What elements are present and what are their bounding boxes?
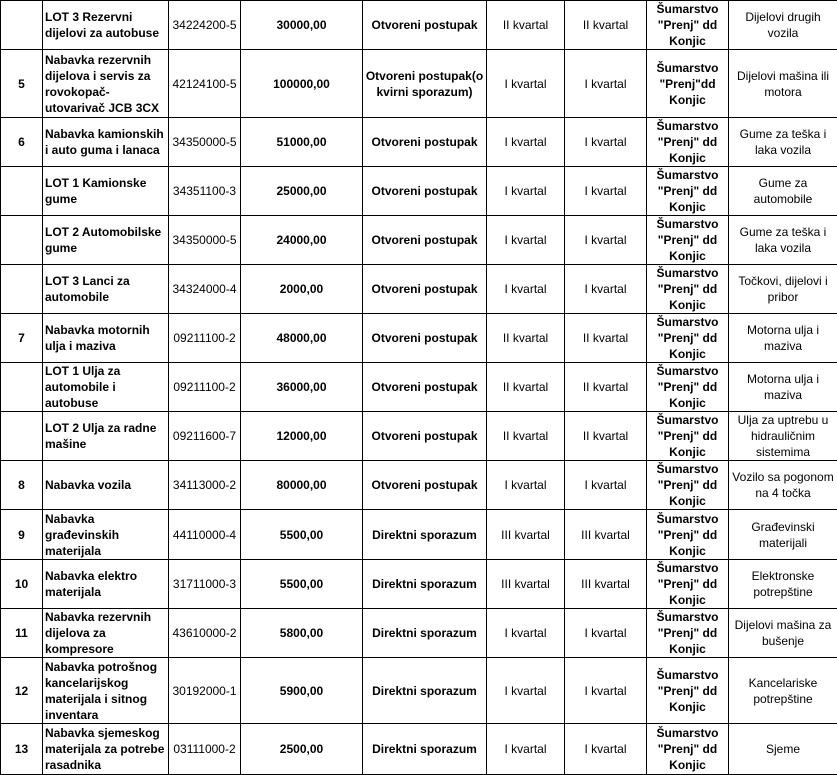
- table-row: [1, 265, 837, 314]
- cpv-code-cell: 09211100-2: [169, 314, 241, 363]
- organization-cell: Šumarstvo "Prenj" dd Konjic: [647, 658, 729, 724]
- organization-cell: Šumarstvo "Prenj" dd Konjic: [647, 510, 729, 560]
- start-quarter-cell: I kvartal: [487, 167, 565, 216]
- procedure-type-cell: Otvoreni postupak: [363, 1, 487, 50]
- start-quarter-cell: III kvartal: [487, 510, 565, 560]
- procedure-type-cell: Otvoreni postupak: [363, 118, 487, 167]
- table-row: [1, 216, 837, 265]
- organization-cell: Šumarstvo "Prenj" dd Konjic: [647, 265, 729, 314]
- row-number-cell: [1, 412, 43, 461]
- cpv-code-cell: 30192000-1: [169, 658, 241, 724]
- estimated-value-cell: 80000,00: [241, 461, 363, 510]
- item-name-cell: LOT 3 Rezervni dijelovi za autobuse: [43, 1, 169, 50]
- cpv-code-cell: 34324000-4: [169, 265, 241, 314]
- start-quarter-cell: I kvartal: [487, 724, 565, 775]
- start-quarter-cell: II kvartal: [487, 412, 565, 461]
- cpv-description-cell: Sjeme: [729, 724, 837, 775]
- table-row: [1, 50, 837, 118]
- cpv-code-cell: 03111000-2: [169, 724, 241, 775]
- table-row: [1, 314, 837, 363]
- estimated-value-cell: 2000,00: [241, 265, 363, 314]
- cpv-description-cell: Kancelariske potrepštine: [729, 658, 837, 724]
- table-row: [1, 412, 837, 461]
- estimated-value-cell: 5500,00: [241, 560, 363, 609]
- cpv-code-cell: 34351100-3: [169, 167, 241, 216]
- end-quarter-cell: I kvartal: [565, 167, 647, 216]
- item-name-cell: Nabavka motornih ulja i maziva: [43, 314, 169, 363]
- procedure-type-cell: Otvoreni postupak: [363, 412, 487, 461]
- cpv-code-cell: 31711000-3: [169, 560, 241, 609]
- item-name-cell: Nabavka rezervnih dijelova i servis za rovokopač-utovarivač JCB 3CX: [43, 50, 169, 118]
- row-number-cell: 8: [1, 461, 43, 510]
- cpv-code-cell: 09211600-7: [169, 412, 241, 461]
- estimated-value-cell: 5900,00: [241, 658, 363, 724]
- start-quarter-cell: I kvartal: [487, 461, 565, 510]
- cpv-description-cell: Gume za teška i laka vozila: [729, 216, 837, 265]
- row-number-cell: [1, 216, 43, 265]
- start-quarter-cell: I kvartal: [487, 658, 565, 724]
- row-number-cell: [1, 167, 43, 216]
- start-quarter-cell: II kvartal: [487, 1, 565, 50]
- estimated-value-cell: 5500,00: [241, 510, 363, 560]
- organization-cell: Šumarstvo "Prenj" dd Konjic: [647, 167, 729, 216]
- cpv-description-cell: Elektronske potrepštine: [729, 560, 837, 609]
- cpv-code-cell: 43610000-2: [169, 609, 241, 658]
- procedure-type-cell: Direktni sporazum: [363, 724, 487, 775]
- end-quarter-cell: I kvartal: [565, 216, 647, 265]
- row-number-cell: 7: [1, 314, 43, 363]
- cpv-code-cell: 34224200-5: [169, 1, 241, 50]
- estimated-value-cell: 100000,00: [241, 50, 363, 118]
- end-quarter-cell: II kvartal: [565, 1, 647, 50]
- end-quarter-cell: I kvartal: [565, 658, 647, 724]
- cpv-description-cell: Građevinski materijali: [729, 510, 837, 560]
- organization-cell: Šumarstvo "Prenj" dd Konjic: [647, 412, 729, 461]
- end-quarter-cell: I kvartal: [565, 461, 647, 510]
- item-name-cell: LOT 3 Lanci za automobile: [43, 265, 169, 314]
- cpv-description-cell: Motorna ulja i maziva: [729, 314, 837, 363]
- table-row: [1, 167, 837, 216]
- procedure-type-cell: Otvoreni postupak: [363, 167, 487, 216]
- cpv-description-cell: Dijelovi mašina za bušenje: [729, 609, 837, 658]
- table-row: [1, 363, 837, 412]
- table-body: [1, 1, 837, 775]
- organization-cell: Šumarstvo "Prenj" dd Konjic: [647, 1, 729, 50]
- cpv-description-cell: Gume za teška i laka vozila: [729, 118, 837, 167]
- procedure-type-cell: Otvoreni postupak(o kvirni sporazum): [363, 50, 487, 118]
- end-quarter-cell: I kvartal: [565, 265, 647, 314]
- item-name-cell: Nabavka potrošnog kancelarijskog materijala i sitnog inventara: [43, 658, 169, 724]
- organization-cell: Šumarstvo "Prenj" dd Konjic: [647, 609, 729, 658]
- start-quarter-cell: I kvartal: [487, 265, 565, 314]
- cpv-code-cell: 34350000-5: [169, 118, 241, 167]
- row-number-cell: [1, 1, 43, 50]
- cpv-description-cell: Dijelovi drugih vozila: [729, 1, 837, 50]
- cpv-description-cell: Motorna ulja i maziva: [729, 363, 837, 412]
- cpv-description-cell: Gume za automobile: [729, 167, 837, 216]
- row-number-cell: 5: [1, 50, 43, 118]
- start-quarter-cell: II kvartal: [487, 363, 565, 412]
- table-row: [1, 724, 837, 775]
- item-name-cell: LOT 1 Ulja za automobile i autobuse: [43, 363, 169, 412]
- procedure-type-cell: Direktni sporazum: [363, 560, 487, 609]
- estimated-value-cell: 2500,00: [241, 724, 363, 775]
- end-quarter-cell: II kvartal: [565, 412, 647, 461]
- estimated-value-cell: 51000,00: [241, 118, 363, 167]
- procedure-type-cell: Otvoreni postupak: [363, 216, 487, 265]
- end-quarter-cell: I kvartal: [565, 724, 647, 775]
- estimated-value-cell: 36000,00: [241, 363, 363, 412]
- estimated-value-cell: 48000,00: [241, 314, 363, 363]
- row-number-cell: 13: [1, 724, 43, 775]
- cpv-description-cell: Vozilo sa pogonom na 4 točka: [729, 461, 837, 510]
- estimated-value-cell: 30000,00: [241, 1, 363, 50]
- cpv-description-cell: Točkovi, dijelovi i pribor: [729, 265, 837, 314]
- item-name-cell: Nabavka građevinskih materijala: [43, 510, 169, 560]
- start-quarter-cell: I kvartal: [487, 609, 565, 658]
- table-row: [1, 1, 837, 50]
- procedure-type-cell: Otvoreni postupak: [363, 265, 487, 314]
- procedure-type-cell: Otvoreni postupak: [363, 314, 487, 363]
- organization-cell: Šumarstvo "Prenj" dd Konjic: [647, 461, 729, 510]
- organization-cell: Šumarstvo "Prenj" dd Konjic: [647, 724, 729, 775]
- end-quarter-cell: I kvartal: [565, 609, 647, 658]
- start-quarter-cell: II kvartal: [487, 314, 565, 363]
- organization-cell: Šumarstvo "Prenj"dd Konjic: [647, 50, 729, 118]
- item-name-cell: LOT 1 Kamionske gume: [43, 167, 169, 216]
- cpv-code-cell: 34113000-2: [169, 461, 241, 510]
- end-quarter-cell: III kvartal: [565, 560, 647, 609]
- item-name-cell: LOT 2 Automobilske gume: [43, 216, 169, 265]
- organization-cell: Šumarstvo "Prenj" dd Konjic: [647, 216, 729, 265]
- row-number-cell: [1, 363, 43, 412]
- row-number-cell: 10: [1, 560, 43, 609]
- start-quarter-cell: III kvartal: [487, 560, 565, 609]
- start-quarter-cell: I kvartal: [487, 216, 565, 265]
- table-row: [1, 461, 837, 510]
- end-quarter-cell: II kvartal: [565, 314, 647, 363]
- estimated-value-cell: 12000,00: [241, 412, 363, 461]
- table-row: [1, 609, 837, 658]
- estimated-value-cell: 24000,00: [241, 216, 363, 265]
- end-quarter-cell: II kvartal: [565, 363, 647, 412]
- cpv-code-cell: 09211100-2: [169, 363, 241, 412]
- organization-cell: Šumarstvo "Prenj" dd Konjic: [647, 314, 729, 363]
- item-name-cell: Nabavka kamionskih i auto guma i lanaca: [43, 118, 169, 167]
- row-number-cell: 6: [1, 118, 43, 167]
- row-number-cell: 11: [1, 609, 43, 658]
- item-name-cell: Nabavka sjemeskog materijala za potrebe rasadnika: [43, 724, 169, 775]
- item-name-cell: Nabavka elektro materijala: [43, 560, 169, 609]
- organization-cell: Šumarstvo "Prenj" dd Konjic: [647, 560, 729, 609]
- table-row: [1, 658, 837, 724]
- end-quarter-cell: I kvartal: [565, 50, 647, 118]
- organization-cell: Šumarstvo "Prenj" dd Konjic: [647, 363, 729, 412]
- procedure-type-cell: Direktni sporazum: [363, 510, 487, 560]
- estimated-value-cell: 25000,00: [241, 167, 363, 216]
- item-name-cell: Nabavka rezervnih dijelova za kompresore: [43, 609, 169, 658]
- item-name-cell: Nabavka vozila: [43, 461, 169, 510]
- start-quarter-cell: I kvartal: [487, 118, 565, 167]
- start-quarter-cell: I kvartal: [487, 50, 565, 118]
- cpv-description-cell: Ulja za uptrebu u hidrauličnim sistemima: [729, 412, 837, 461]
- row-number-cell: [1, 265, 43, 314]
- estimated-value-cell: 5800,00: [241, 609, 363, 658]
- table-row: [1, 560, 837, 609]
- procedure-type-cell: Direktni sporazum: [363, 609, 487, 658]
- row-number-cell: 12: [1, 658, 43, 724]
- cpv-description-cell: Dijelovi mašina ili motora: [729, 50, 837, 118]
- end-quarter-cell: I kvartal: [565, 118, 647, 167]
- procedure-type-cell: Direktni sporazum: [363, 658, 487, 724]
- row-number-cell: 9: [1, 510, 43, 560]
- organization-cell: Šumarstvo "Prenj" dd Konjic: [647, 118, 729, 167]
- cpv-code-cell: 44110000-4: [169, 510, 241, 560]
- cpv-code-cell: 34350000-5: [169, 216, 241, 265]
- cpv-code-cell: 42124100-5: [169, 50, 241, 118]
- table-row: [1, 118, 837, 167]
- procedure-type-cell: Otvoreni postupak: [363, 461, 487, 510]
- table-row: [1, 510, 837, 560]
- procedure-type-cell: Otvoreni postupak: [363, 363, 487, 412]
- end-quarter-cell: III kvartal: [565, 510, 647, 560]
- item-name-cell: LOT 2 Ulja za radne mašine: [43, 412, 169, 461]
